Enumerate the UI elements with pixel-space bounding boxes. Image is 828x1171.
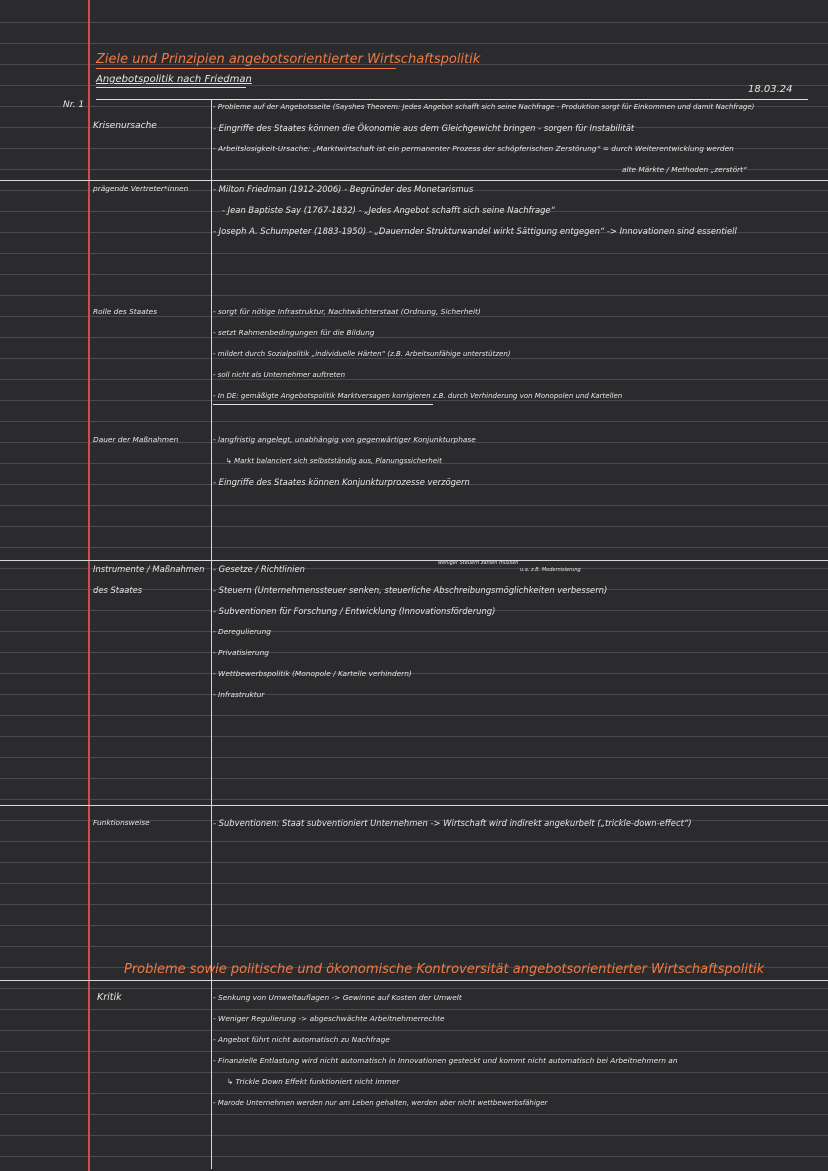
section-rule <box>0 180 828 181</box>
label-funktion: Funktionsweise <box>93 818 150 827</box>
label-rolle: Rolle des Staates <box>93 307 158 316</box>
kritik-line: - Weniger Regulierung -> abgeschwächte Arbeitnehmerrechte <box>213 1014 445 1023</box>
krisen-line: - Eingriffe des Staates können die Ökonomie aus dem Gleichgewicht bringen - sorgen für Instabilität <box>213 123 635 133</box>
rolle-line: - sorgt für nötige Infrastruktur, Nachtwächterstaat (Ordnung, Sicherheit) <box>213 307 481 316</box>
page-title: Ziele und Prinzipien angebotsorientierter Wirtschaftspolitik <box>96 52 481 67</box>
instrumente-line: - Wettbewerbspolitik (Monopole / Kartelle verhindern) <box>213 669 412 678</box>
instrumente-line: - Subventionen für Forschung / Entwicklung (Innovationsförderung) <box>213 606 496 616</box>
subtitle: Angebotspolitik nach Friedman <box>96 74 252 85</box>
label-instrumente: Instrumente / Maßnahmen <box>93 564 205 574</box>
instrumente-line: - Gesetze / Richtlinien <box>213 564 305 574</box>
title-underline <box>96 68 396 69</box>
krisen-line: - Arbeitslosigkeit-Ursache: „Marktwirtschaft ist ein permanenter Prozess der schöpferischen Zerstörung“ = durch Weiterentwicklung werden <box>213 144 734 153</box>
kritik-line: - Finanzielle Entlastung wird nicht automatisch in Innovationen gesteckt und kommt nicht automatisch bei Arbeitnehmern an <box>213 1056 678 1065</box>
header-rule <box>96 99 808 100</box>
kritik-line: - Senkung von Umweltauflagen -> Gewinne auf Kosten der Umwelt <box>213 993 462 1002</box>
instrumente-line: - Infrastruktur <box>213 690 265 699</box>
section-rule <box>0 560 828 561</box>
margin-line <box>88 0 90 1171</box>
annotation: weniger Steuern zahlen müssen <box>438 560 519 566</box>
subtitle-underline <box>96 87 246 88</box>
label-dauer: Dauer der Maßnahmen <box>93 435 179 444</box>
label-vertreter: prägende Vertreter*innen <box>93 184 189 193</box>
kritik-line: - Marode Unternehmen werden nur am Leben gehalten, werden aber nicht wettbewerbsfähiger <box>213 1099 548 1107</box>
column-divider <box>211 99 212 1169</box>
problems-title: Probleme sowie politische und ökonomische Kontroversität angebotsorientierter Wirtschaftspolitik <box>124 962 765 977</box>
krisen-line: - Probleme auf der Angebotsseite (Sayshes Theorem: Jedes Angebot schafft sich seine Nachfrage - Produktion sorgt für Einkommen und damit Nachfrage) <box>213 103 755 111</box>
date: 18.03.24 <box>748 84 793 95</box>
label-kritik: Kritik <box>97 992 122 1003</box>
vertreter-line: - Jean Baptiste Say (1767-1832) - „Jedes Angebot schafft sich seine Nachfrage“ <box>222 205 555 215</box>
rolle-underline <box>213 404 433 405</box>
vertreter-line: - Milton Friedman (1912-2006) - Begründer des Monetarismus <box>213 184 474 194</box>
rolle-line: - soll nicht als Unternehmer auftreten <box>213 371 346 379</box>
dauer-line: - langfristig angelegt, unabhängig von gegenwärtiger Konjunkturphase <box>213 435 476 444</box>
rolle-line: - mildert durch Sozialpolitik „individuelle Härten“ (z.B. Arbeitsunfähige unterstützen) <box>213 350 511 358</box>
funktion-line: - Subventionen: Staat subventioniert Unternehmen -> Wirtschaft wird indirekt angekurbelt („trickle-down-effect“) <box>213 818 692 828</box>
label-krisenursache: Krisenursache <box>93 121 157 131</box>
dauer-line: - Eingriffe des Staates können Konjunkturprozesse verzögern <box>213 477 470 487</box>
section-rule <box>0 805 828 806</box>
vertreter-line: - Joseph A. Schumpeter (1883-1950) - „Dauernder Strukturwandel wirkt Sättigung entgegen“ -> Innovationen sind essentiell <box>213 226 737 236</box>
instrumente-line: - Privatisierung <box>213 648 269 657</box>
rolle-line: - setzt Rahmenbedingungen für die Bildung <box>213 328 375 337</box>
label-instrumente-2: des Staates <box>93 585 143 595</box>
section-rule <box>0 980 828 981</box>
entry-number: Nr. 1 <box>63 100 85 110</box>
krisen-line: alte Märkte / Methoden „zerstört“ <box>622 165 747 174</box>
kritik-line: ↳ Trickle Down Effekt funktioniert nicht immer <box>227 1077 400 1086</box>
instrumente-line: - Deregulierung <box>213 627 271 636</box>
kritik-line: - Angebot führt nicht automatisch zu Nachfrage <box>213 1035 390 1044</box>
dauer-line: ↳ Markt balanciert sich selbstständig aus, Planungssicherheit <box>226 457 442 465</box>
rolle-line: - In DE: gemäßigte Angebotspolitik Marktversagen korrigieren z.B. durch Verhinderung von Monopolen und Kartellen <box>213 392 623 400</box>
instrumente-line: - Steuern (Unternehmenssteuer senken, steuerliche Abschreibungsmöglichkeiten verbessern) <box>213 585 608 595</box>
annotation: u.a. z.B. Modernisierung <box>520 567 581 573</box>
